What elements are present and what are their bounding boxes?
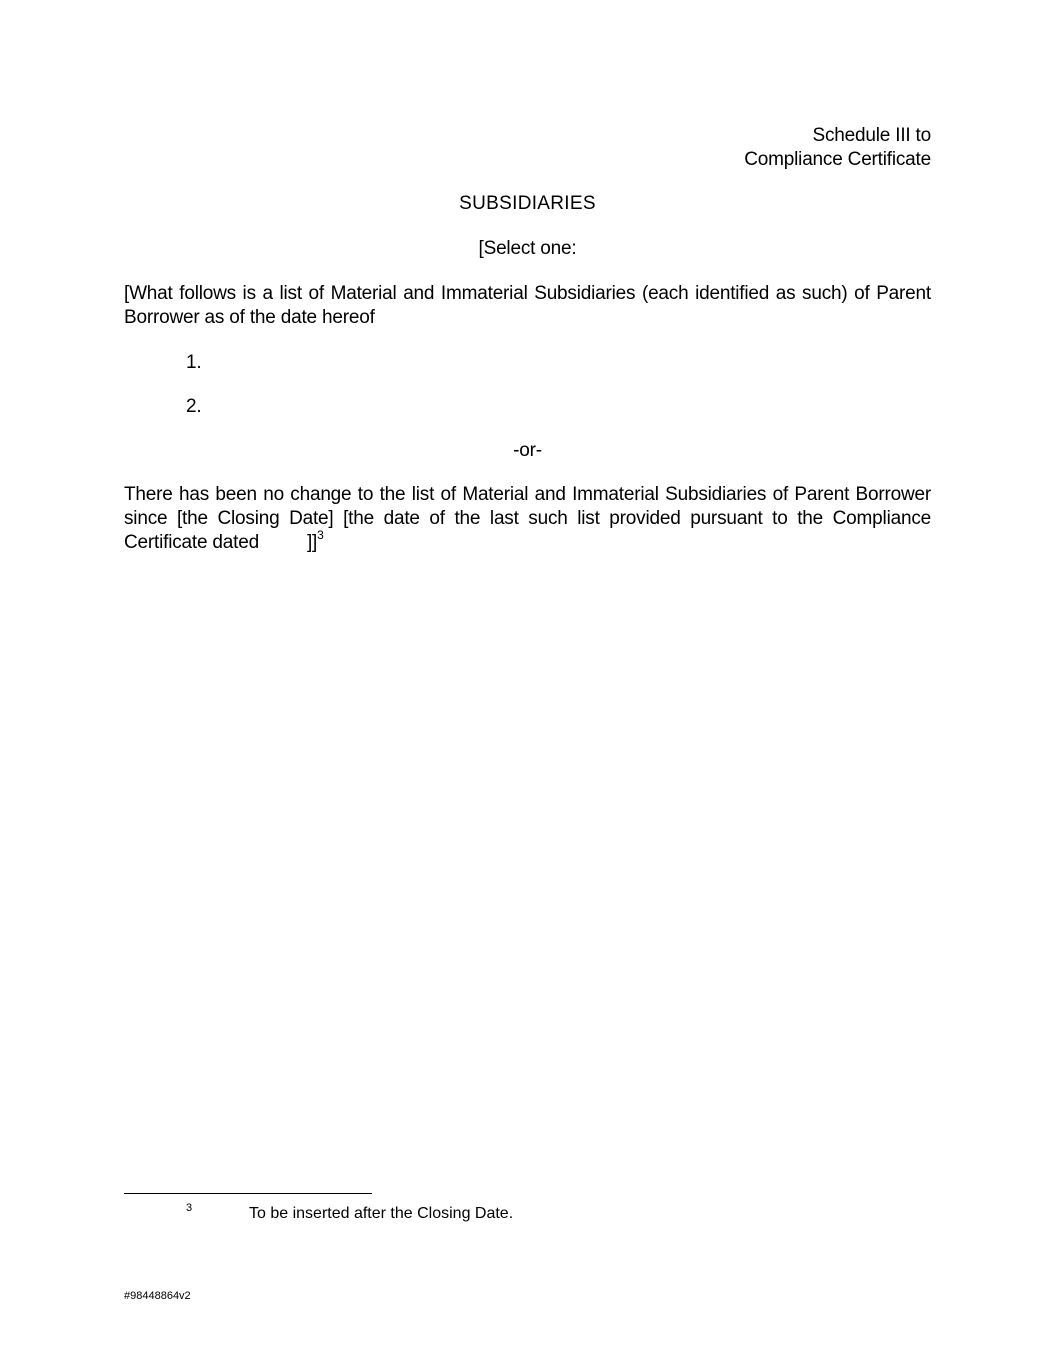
page-title: SUBSIDIARIES (459, 193, 596, 214)
document-id: #98448864v2 (124, 1290, 191, 1302)
no-change-text: There has been no change to the list of Material and Immaterial Subsidiaries of Parent Borrower since [the Closing Date] [the date of the last such list provided pursuant to the Compliance Certificate dated (124, 484, 931, 553)
footnote-text: To be inserted after the Closing Date. (249, 1205, 514, 1222)
or-separator: -or- (513, 440, 542, 461)
footnote-number: 3 (186, 1202, 193, 1214)
list-item-number: 2. (186, 396, 202, 417)
footnote-separator-line (124, 1193, 372, 1194)
schedule-label: Schedule III to (812, 125, 931, 146)
no-change-paragraph (124, 483, 931, 555)
subsidiaries-list-paragraph: [What follows is a list of Material and Immaterial Subsidiaries (each identified as such) of Parent Borrower as of the date hereof (124, 283, 931, 328)
list-item-number: 1. (186, 352, 202, 373)
closing-brackets: ]] (306, 532, 318, 553)
footnote-reference: 3 (317, 528, 324, 542)
certificate-label: Compliance Certificate (744, 149, 931, 170)
schedule-header (744, 124, 931, 172)
select-one-instruction: [Select one: (478, 238, 577, 259)
